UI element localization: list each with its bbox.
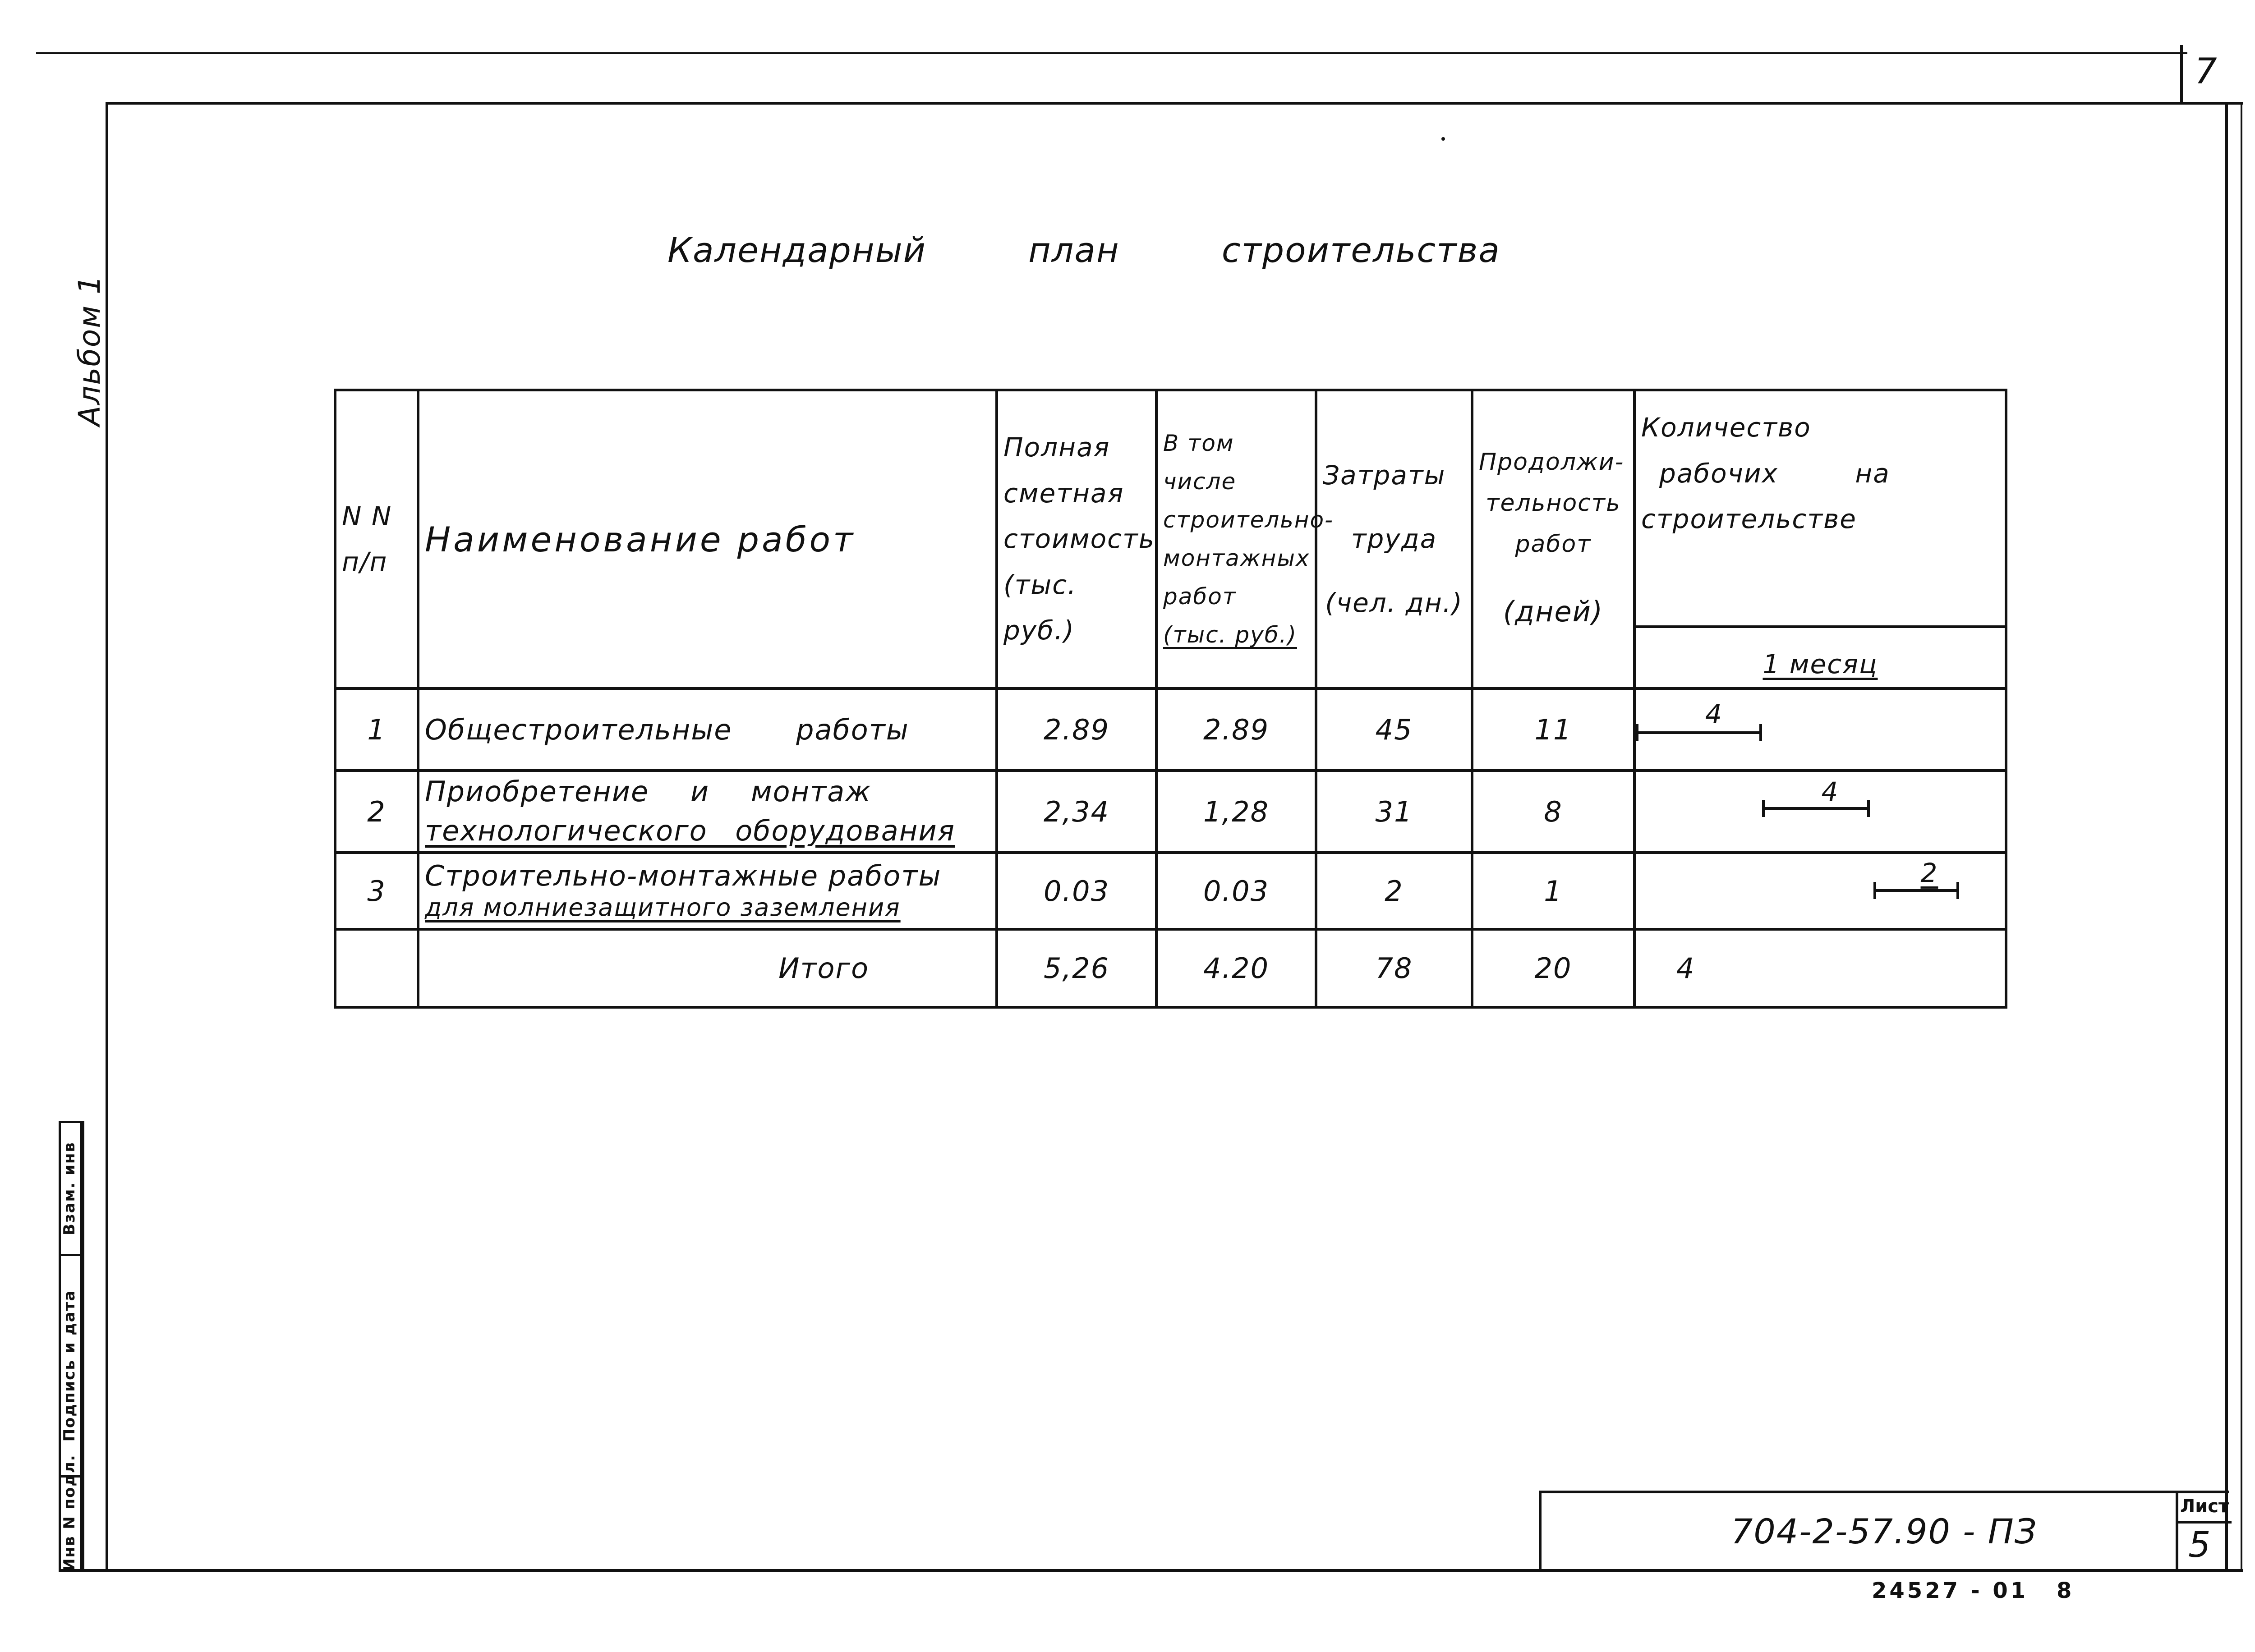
- header-labor-line1: Затраты: [1323, 459, 1446, 491]
- row3-cmr: 0.03: [1156, 853, 1316, 929]
- header-cmr-line2: числе: [1163, 468, 1237, 495]
- header-duration-line1: Продолжи-: [1479, 449, 1625, 476]
- header-labor-line3: (чел. дн.): [1325, 587, 1463, 618]
- header-name: Наименование работ: [418, 390, 997, 688]
- header-num-line2: п/п: [342, 546, 388, 577]
- row2-gantt: [1634, 771, 2006, 853]
- header-cmr: [1156, 390, 1334, 688]
- row2-labor: 31: [1316, 771, 1472, 853]
- row2-cost: 2,34: [997, 771, 1156, 853]
- header-period-text: 1 месяц: [1763, 648, 1878, 679]
- header-cost-line4: (тыс. руб.): [1003, 569, 1077, 646]
- row1-gantt: [1634, 688, 2006, 771]
- row3-gantt: [1634, 853, 2006, 929]
- header-cmr-line3: строительно-: [1163, 507, 1334, 533]
- header-duration-line4: (дней): [1503, 595, 1604, 629]
- row2-duration: 8: [1472, 771, 1634, 853]
- header-duration-line2: тельность: [1486, 490, 1621, 517]
- total-num-cell: [335, 929, 418, 1007]
- scan-dot: [1441, 137, 1445, 141]
- row3-cost: 0.03: [997, 853, 1156, 929]
- page-title: Календарный план строительства: [667, 230, 1500, 270]
- table-total-row: [335, 929, 2006, 1007]
- row1-num: 1: [335, 688, 418, 771]
- row1-labor: 45: [1316, 688, 1472, 771]
- gantt-bar-label: 2: [1920, 858, 1938, 888]
- stamp-inv-podl: Инв N подл.: [60, 1454, 78, 1571]
- total-cost: 5,26: [997, 929, 1156, 1007]
- table-row: [335, 771, 2006, 853]
- row2-cmr: 1,28: [1156, 771, 1316, 853]
- header-cmr-line4: монтажных: [1163, 545, 1310, 571]
- gantt-bar: [1636, 731, 1762, 734]
- stamp-podpis-data: Подпись и дата: [60, 1289, 78, 1442]
- row3-name-line1: Строительно-монтажные работы: [425, 859, 942, 893]
- header-num: [335, 390, 418, 688]
- title-block: [1539, 1491, 2229, 1572]
- row2-name-line1: Приобретение и монтаж: [425, 775, 872, 808]
- total-label: Итого: [418, 929, 997, 1007]
- header-cmr-line5: работ: [1163, 583, 1237, 610]
- album-label: Альбом 1: [72, 274, 107, 426]
- header-cost: [997, 390, 1156, 688]
- total-duration: 20: [1472, 929, 1634, 1007]
- header-num-line1: N N: [342, 500, 392, 532]
- row1-cmr: 2.89: [1156, 688, 1316, 771]
- row2-name: [418, 771, 997, 853]
- calendar-plan-table: [334, 389, 2007, 1009]
- header-duration: [1472, 390, 1634, 688]
- sheet-label: Лист: [2180, 1496, 2229, 1517]
- header-workers-line3: строительстве: [1641, 504, 1857, 534]
- footer-page: 8: [2057, 1578, 2072, 1603]
- designation: 704-2-57.90 - ПЗ: [1731, 1511, 2038, 1551]
- row1-cost: 2.89: [997, 688, 1156, 771]
- total-labor: 78: [1316, 929, 1472, 1007]
- row3-labor: 2: [1316, 853, 1472, 929]
- total-cmr: 4.20: [1156, 929, 1316, 1007]
- table-row: [335, 688, 2006, 771]
- stamp-vzam-inv: Взам. инв: [60, 1142, 78, 1235]
- sheet-box: [2176, 1493, 2232, 1572]
- row1-name: [418, 688, 997, 771]
- header-labor: [1316, 390, 1472, 688]
- row1-name-line1: Общестроительные работы: [425, 713, 909, 746]
- top-trim-line: [36, 52, 2187, 54]
- header-workers-line2: рабочих на: [1659, 458, 1890, 489]
- header-cost-line1: Полная: [1003, 432, 1110, 463]
- stamp-strip-right-line: [82, 1121, 84, 1572]
- total-workers: 4: [1634, 929, 2006, 1007]
- row3-name-line2: для молниезащитного заземления: [425, 893, 901, 922]
- frame-right: [2225, 102, 2228, 1572]
- row3-num: 3: [335, 853, 418, 929]
- header-labor-line2: труда: [1351, 523, 1437, 555]
- sheet-number-top: 7: [2195, 51, 2218, 92]
- header-workers-line1: Количество: [1641, 412, 1811, 443]
- frame-top: [106, 102, 2243, 105]
- row1-duration: 11: [1472, 688, 1634, 771]
- row3-name: [418, 853, 997, 929]
- table-row: [335, 853, 2006, 929]
- header-cmr-line6: (тыс. руб.): [1163, 622, 1297, 648]
- gantt-bar: [1873, 889, 1959, 892]
- sheet-box-divider: [2178, 1521, 2232, 1524]
- sheet-number-box: [2180, 45, 2241, 102]
- gantt-bar-label: 4: [1705, 699, 1723, 730]
- footer-code: 24527 - 01: [1872, 1578, 2029, 1603]
- gantt-bar: [1762, 807, 1870, 810]
- header-cmr-line1: В том: [1163, 430, 1234, 456]
- header-period: [1634, 627, 2006, 688]
- header-duration-line3: работ: [1515, 531, 1592, 558]
- sheet-number: 5: [2188, 1525, 2212, 1565]
- header-cost-line3: стоимость: [1003, 523, 1155, 555]
- gantt-bar-label: 4: [1821, 776, 1839, 807]
- frame-right-outer: [2241, 102, 2242, 1572]
- row2-name-line2: технологического оборудования: [425, 814, 955, 847]
- header-cost-line2: сметная: [1003, 477, 1124, 509]
- row2-num: 2: [335, 771, 418, 853]
- header-workers: [1634, 390, 2006, 627]
- row3-duration: 1: [1472, 853, 1634, 929]
